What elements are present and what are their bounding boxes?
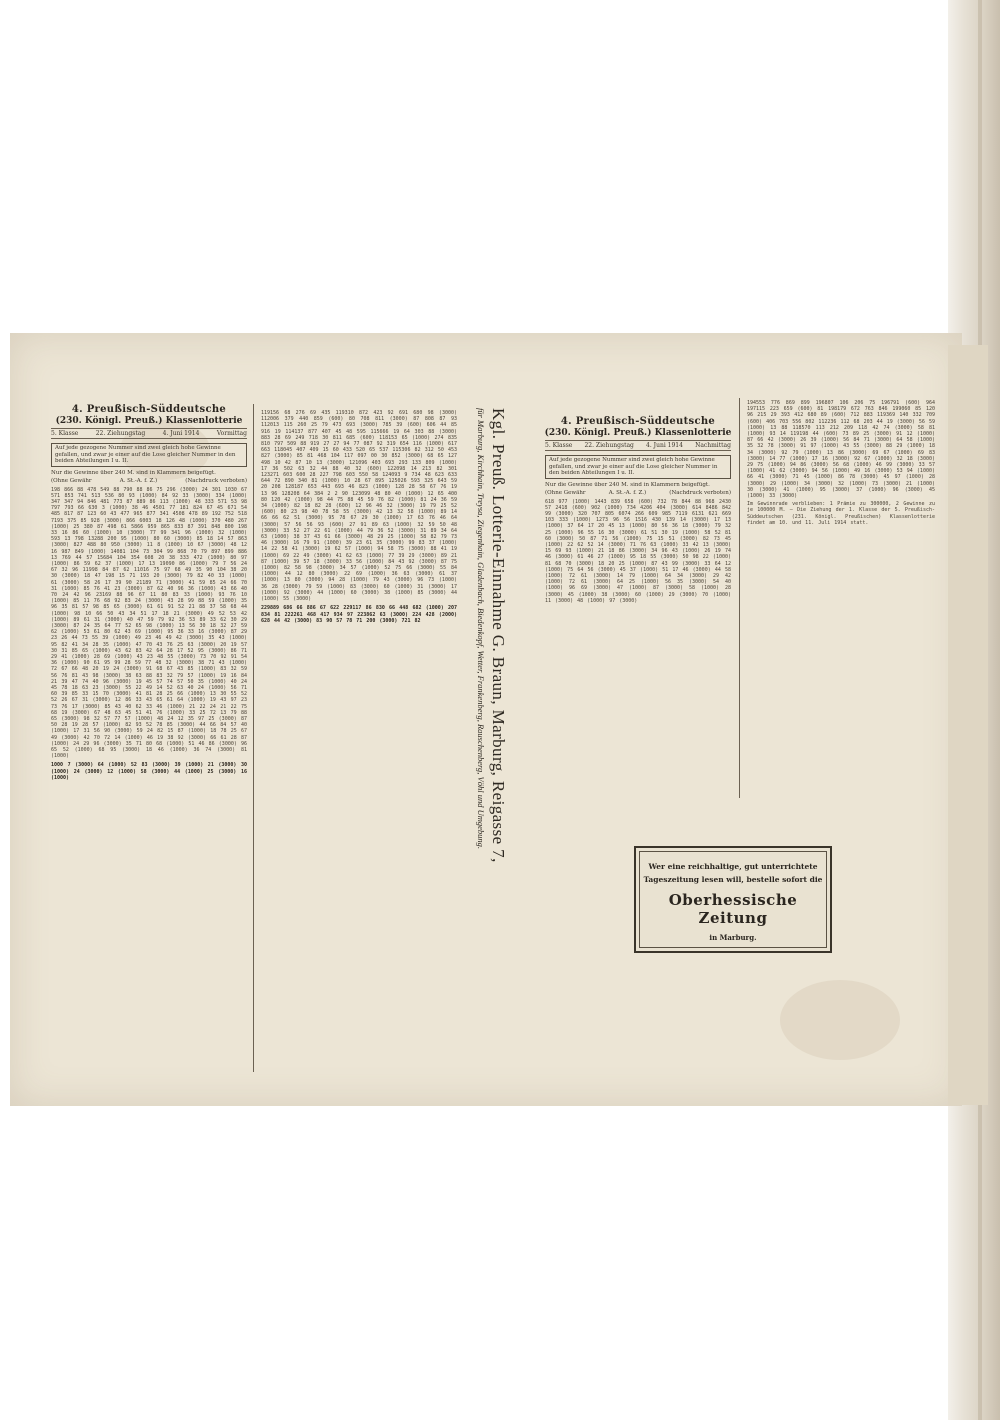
left-draw-class: 5. Klasse bbox=[51, 430, 79, 437]
paper-stain bbox=[780, 980, 900, 1060]
left-legend-left: (Ohne Gewähr bbox=[51, 477, 92, 484]
left-legend bbox=[51, 478, 247, 484]
advertisement-sub-line: für Marburg, Kirchhain, Treysa, Ziegenhain, Gladenbach, Biedenkopf, Wetter, Frankenberg, Rauschenberg, Vöhl und Umgebung. bbox=[476, 408, 486, 849]
left-draw-time: Vormittag bbox=[216, 430, 247, 437]
left-numbers-col2: 119156 68 276 69 435 119310 872 423 92 691 680 98 (3000) 112006 379 440 859 (600) 80 708 811 (3000) 87 808 87 93 112013 115 260 25 79 473 693 (3000) 785 39 (600) 606 44 85 916 19 114137 877 407 45 48 595 115666 19 64 303 88 (3000) 883 28 69 249 718 30 811 685 (600) 118153 65 (1000) 274 835 810 797 509 88 919 27 27 94 77 087 92 319 654 116 (1000) 617 663 118045 407 409 15 60 433 520 65 537 115306 82 312 50 453 827 (3000) 85 81 468 104 117 097 00 30 852 (3000) 68 65 127 498 10 42 87 10 13 (3000) 121096 403 693 293 133 809 (1000) 17 36 502 63 32 44 88 40 32 (600) 122098 14 213 82 301 123271 603 600 28 227 798 603 550 58 124093 9 734 48 623 633 644 72 890 340 81 (1000) 10 28 67 895 125026 593 325 643 59 20 208 128187 653 443 693 46 823 (1000) 128 28 58 67 76 19 13 96 128208 64 384 2 2 90 123099 48 80 40 (1000) 12 65 400 80 120 42 (1000) 98 44 75 88 45 59 76 82 (1000) 81 24 36 59 34 (1000) 82 18 82 28 (600) 12 96 46 32 (3000) 19 79 25 52 (600) 80 23 98 40 78 58 55 (3000) 42 13 32 58 (1000) 89 14 66 66 62 51 (3000) 95 78 67 29 30 (1000) 17 63 76 46 64 (3000) 57 56 56 93 (600) 27 91 89 63 (1000) 32 59 50 48 (3000) 33 52 27 22 61 (1000) 44 79 36 52 (3000) 31 89 34 64 63 (1000) 38 37 43 61 66 (3000) 48 29 25 (1000) 58 82 79 73 46 (3000) 16 79 91 (1000) 39 23 61 35 (3000) 99 83 37 (1000) 14 22 58 41 (3000) 19 62 57 (1000) 94 58 75 (3000) 88 41 19 (1000) 69 22 49 (3000) 41 62 63 (1000) 77 39 29 (3000) 89 21 87 (1000) 39 57 18 (3000) 33 56 (1000) 84 43 92 (3000) 87 75 (1000) 82 58 98 (3000) 34 57 (1000) 52 75 66 (3000) 55 84 (1000) 44 12 80 (3000) 22 69 (1000) 36 63 (3000) 61 37 (1000) 13 80 (3000) 94 28 (1000) 79 43 (3000) 96 73 (1000) 36 28 (3000) 79 59 (1000) 83 (3000) 60 (1000) 31 (3000) 17 (1000) 92 (3000) 44 (1000) 60 (3000) 38 (1000) 85 (3000) 44 (1000) 55 (3000) bbox=[261, 410, 457, 603]
left-numbers-col1-bold: 1000 7 (3000) 64 (1000) 52 83 (3000) 39 (1000) 21 (3000) 30 (1000) 24 (3000) 12 (1000) 58 (3000) 44 (1000) 25 (3000) 16 (1000) bbox=[51, 762, 247, 781]
right-lottery-list-continued bbox=[743, 398, 939, 798]
left-list-draw-info bbox=[51, 428, 247, 439]
right-draw-class: 5. Klasse bbox=[545, 442, 573, 449]
left-draw-date: 4. Juni 1914 bbox=[162, 430, 200, 437]
column-divider bbox=[739, 398, 740, 798]
promo-city: in Marburg. bbox=[709, 933, 757, 942]
right-notice-box: Auf jede gezogene Nummer sind zwei gleich hohe Gewinne gefallen, und zwar je einer auf die Lose gleicher Nummer in den beiden Abteilungen I u. II. bbox=[545, 455, 731, 479]
left-numbers-col1: 198 866 88 478 549 88 790 88 86 75 296 (3000) 24 301 1030 67 571 853 741 513 536 80 93 (1000) 84 92 33 (3000) 334 (1000) 347 347 94 846 481 773 87 889 86 113 (1000) 48 333 571 53 98 797 793 66 630 3 (1000) 38 46 4501 77 181 824 67 45 671 54 485 817 87 123 60 43 477 965 877 341 4508 478 89 192 752 518 7193 375 85 928 (3000) 866 6003 18 126 48 (1000) 370 480 267 (1000) 25 380 87 498 61 5866 959 865 833 87 391 848 800 198 33 16 86 60 (1000) 10 (3000) 77 99 341 96 (1000) 32 (1000) 593 13 798 13288 200 95 (1000) 80 60 (3000) 85 18 14 57 863 (3000) 827 488 80 950 (3000) 11 8 (1000) 10 67 (3000) 48 12 16 987 849 (1000) 14081 104 73 304 99 868 70 79 897 899 886 13 769 44 57 15684 104 354 608 20 38 333 472 (1000) 80 97 (1000) 86 59 62 37 (1000) 17 13 19090 86 (1000) 79 7 56 24 67 32 96 11998 84 87 62 11016 75 97 68 49 35 90 104 38 20 30 (3000) 18 47 198 15 71 193 20 (3000) 79 82 40 33 (1000) 61 (3000) 58 26 17 39 90 21189 71 (3000) 41 59 85 24 66 70 31 (1000) 85 76 41 23 (3000) 87 62 40 96 36 (1000) 43 66 40 70 24 42 96 23169 88 96 67 11 80 83 33 (1000) 93 76 10 (1000) 85 11 76 68 92 83 24 (3000) 43 28 99 88 59 (1000) 35 96 35 81 57 98 85 65 (3000) 61 61 91 52 21 88 37 58 68 44 (1000) 98 10 66 50 43 34 51 17 18 21 (3000) 49 52 53 42 (1000) 89 61 31 (3000) 40 47 59 79 92 36 53 89 33 62 30 29 (3000) 87 24 35 64 77 52 65 98 (1000) 13 56 30 18 32 27 59 62 (1000) 53 61 80 62 43 69 (1000) 95 36 33 16 (3000) 87 29 23 26 44 73 55 39 (1000) 49 23 46 49 42 (3000) 35 43 (1000) 95 82 41 34 28 35 (1000) 47 70 43 76 25 63 (3000) 20 19 57 30 31 85 65 (1000) 43 62 83 42 64 28 17 52 95 (3000) 86 71 29 41 (1000) 28 69 (1000) 43 23 48 55 (3000) 73 70 92 91 54 36 (1000) 90 61 95 99 28 59 77 48 32 (3000) 38 71 43 (1000) 72 67 66 48 20 19 24 (3000) 91 68 67 43 85 (1000) 83 32 59 56 76 81 43 98 (3000) 38 63 88 83 32 79 57 (1000) 19 16 84 21 39 47 74 40 96 (3000) 19 45 57 74 57 50 35 (1000) 40 24 45 78 18 63 23 (3000) 55 22 49 14 52 63 40 24 (1000) 56 71 60 39 85 33 15 70 (3000) 41 81 28 25 66 (1000) 13 30 55 52 52 26 67 31 (3000) 12 86 33 43 65 61 64 (1000) 19 43 97 23 73 76 17 (3000) 85 43 40 62 33 46 (1000) 21 22 24 21 22 75 68 19 (3000) 67 48 63 45 51 41 76 (1000) 33 25 72 13 79 88 65 (3000) 98 32 57 77 57 (1000) 48 24 12 35 97 25 (3000) 87 50 28 19 28 57 (1000) 82 93 52 78 85 (3000) 44 66 84 57 40 (1000) 17 31 56 90 (3000) 59 24 82 15 87 (1000) 18 78 25 67 49 (3000) 42 70 72 14 (1000) 46 19 38 92 (3000) 66 61 28 87 (1000) 24 29 96 (3000) 35 71 80 68 (1000) 51 46 86 (3000) 96 65 52 (1000) 68 95 (3000) 18 46 (1000) 36 74 (3000) 81 (1000) bbox=[51, 486, 247, 760]
left-list-subtitle: (230. Königl. Preuß.) Klassenlotterie bbox=[55, 416, 243, 426]
right-list-header bbox=[541, 412, 735, 496]
right-prize-note: Nur die Gewinne über 240 M. sind in Klammern beigefügt. bbox=[545, 481, 710, 488]
left-numbers-col2-bold: 229889 686 66 886 67 622 229117 86 830 66 448 682 (1000) 207 834 81 222261 468 417 934 97 223862 63 (3000) 224 428 (2000) 628 44 42 (3000) 83 90 57 78 71 200 (3000) 721 82 bbox=[261, 605, 457, 624]
column-divider bbox=[253, 404, 254, 1072]
promo-line-1: Wer eine reichhaltige, gut unterrichtete bbox=[648, 862, 818, 871]
right-list-draw-info bbox=[545, 440, 731, 451]
sheet-fold bbox=[948, 345, 988, 1105]
left-draw-day: 22. Ziehungstag bbox=[95, 430, 146, 437]
right-list-footer: Im Gewinnrade verblieben: 1 Prämie zu 300000, 2 Gewinne zu je 100000 M. — Die Ziehung der 1. Klasse der 5. Preußisch-Süddeutschen (231. Königl. Preußischen) Klassenlotterie findet am 10. und 11. Juli 1914 statt. bbox=[747, 501, 935, 526]
left-list-header bbox=[47, 400, 251, 484]
right-numbers-col2: 194553 776 869 899 196807 106 206 75 196791 (600) 964 197115 223 659 (600) 81 198179 672 763 846 199060 85 120 96 215 29 393 412 680 89 (600) 712 883 119369 140 332 709 (600) 406 703 556 802 112236 112 68 203 44 19 (3000) 56 59 (1000) 13 88 118570 113 212 209 118 42 74 (3000) 58 81 (1000) 93 14 119198 44 (600) 73 89 25 (3000) 91 12 (1000) 87 66 42 (3000) 26 39 (1000) 56 84 71 (3000) 64 58 (1000) 35 32 78 (3000) 91 97 (1000) 43 55 (3000) 88 29 (1000) 18 34 (3000) 92 79 (1000) 13 86 (3000) 69 67 (1000) 69 83 (3000) 14 77 (1000) 17 16 (3000) 92 67 (1000) 32 18 (3000) 29 75 (1000) 94 86 (3000) 56 68 (1000) 46 99 (3000) 33 57 (1000) 41 62 (3000) 94 56 (1000) 49 16 (3000) 53 94 (1000) 66 41 (3000) 71 45 (1000) 86 78 (3000) 45 97 (1000) 28 (3000) 29 (1000) 34 (3000) 32 (1000) 73 (3000) 21 (1000) 30 (3000) 41 (1000) 95 (3000) 37 (1000) 96 (3000) 45 (1000) 33 (3000) bbox=[747, 400, 935, 500]
right-legend-right: (Nachdruck verboten) bbox=[669, 489, 731, 496]
right-legend bbox=[545, 490, 731, 496]
right-draw-time: Nachmittag bbox=[695, 442, 731, 449]
left-notice-box: Auf jede gezogene Nummer sind zwei gleich hohe Gewinne gefallen, und zwar je einer auf die Lose gleicher Nummer in den beiden Abteilungen I u. II. bbox=[51, 443, 247, 467]
right-lottery-list bbox=[541, 412, 735, 802]
left-legend-right: (Nachdruck verboten) bbox=[185, 477, 247, 484]
left-lottery-list bbox=[47, 400, 251, 1072]
right-draw-date: 4. Juni 1914 bbox=[646, 442, 683, 449]
newspaper-promo-box bbox=[634, 846, 832, 953]
right-list-subtitle: (230. Königl. Preuß.) Klassenlotterie bbox=[544, 428, 732, 438]
promo-line-2: Tageszeitung lesen will, bestelle sofort die bbox=[643, 875, 823, 884]
left-legend-mid: A. St.-A. f. Z.) bbox=[119, 477, 158, 484]
right-legend-mid: A. St.-A. f. Z.) bbox=[608, 489, 647, 496]
left-lottery-list-continued bbox=[257, 404, 461, 1072]
right-legend-left: (Ohne Gewähr bbox=[545, 489, 586, 496]
advertisement-main-line: Kgl. Preuß. Lotterie-Einnahme G. Braun, Marburg, Reigasse 7, bbox=[489, 408, 508, 863]
right-numbers-col1: 618 977 (1000) 1443 839 658 (600) 732 78 844 88 968 2430 57 2418 (600) 902 (1000) 734 4206 404 (3000) 614 8486 842 99 (3000) 320 707 805 6074 266 609 985 7119 6131 621 669 103 333 (1000) 1273 96 56 1516 430 139 14 (3000) 17 13 (1000) 37 64 17 20 45 13 (1000) 80 56 36 18 (3000) 79 32 25 (1000) 96 55 16 30 (3000) 61 51 30 19 (1000) 58 52 81 60 (3000) 50 87 71 56 (1000) 75 15 51 (3000) 82 73 45 (1000) 22 62 52 14 (3000) 71 76 63 (1000) 33 42 13 (3000) 15 69 93 (1000) 21 18 86 (3000) 34 96 43 (1000) 26 19 74 46 (3000) 61 46 27 (1000) 95 18 55 (3000) 50 98 22 (1000) 81 68 70 (3000) 18 20 25 (1000) 87 43 99 (3000) 33 64 12 (1000) 75 64 56 (3000) 45 37 (1000) 51 17 46 (3000) 44 58 (1000) 72 61 (3000) 14 79 (1000) 64 34 (3000) 29 42 (1000) 72 61 (3000) 64 25 (1000) 56 35 (3000) 54 40 (1000) 96 69 (3000) 47 (1000) 87 (3000) 58 (1000) 28 (3000) 45 (1000) 38 (3000) 60 (1000) 29 (3000) 70 (1000) 11 (3000) 48 (1000) 97 (3000) bbox=[545, 498, 731, 604]
promo-newspaper-name: Oberhessische Zeitung bbox=[668, 891, 798, 927]
right-draw-day: 22. Ziehungstag bbox=[584, 442, 634, 449]
right-list-title: 4. Preußisch-Süddeutsche bbox=[560, 416, 716, 427]
left-prize-note: Nur die Gewinne über 240 M. sind in Klammern beigefügt. bbox=[51, 469, 216, 476]
left-list-title: 4. Preußisch-Süddeutsche bbox=[71, 404, 227, 415]
